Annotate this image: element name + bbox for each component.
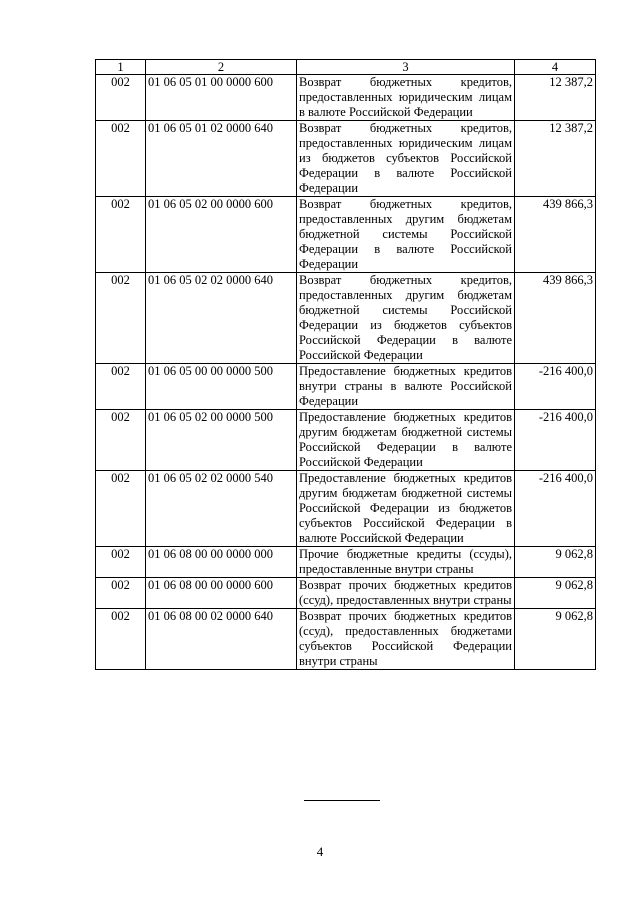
- cell-budget-classification-code: 01 06 05 02 00 0000 500: [146, 410, 297, 471]
- cell-source-name: Прочие бюджетные кредиты (ссуды), предоставленные внутри страны: [297, 547, 515, 578]
- cell-amount: 9 062,8: [515, 609, 596, 670]
- budget-sources-table: [95, 59, 596, 670]
- cell-source-name: Возврат бюджетных кредитов, предоставленных юридическим лицам в валюте Российской Федерации: [297, 75, 515, 121]
- cell-amount: -216 400,0: [515, 410, 596, 471]
- cell-admin-code: 002: [96, 410, 146, 471]
- cell-admin-code: 002: [96, 547, 146, 578]
- page-number: 4: [316, 844, 324, 859]
- column-header-3: 3: [297, 60, 515, 75]
- cell-source-name: Возврат прочих бюджетных кредитов (ссуд), предоставленных бюджетами субъектов Российской Федерации внутри страны: [297, 609, 515, 670]
- table-row: [96, 410, 596, 471]
- cell-amount: 439 866,3: [515, 197, 596, 273]
- table-row: [96, 578, 596, 609]
- column-header-1: 1: [96, 60, 146, 75]
- table-row: [96, 609, 596, 670]
- cell-admin-code: 002: [96, 471, 146, 547]
- cell-amount: 9 062,8: [515, 578, 596, 609]
- cell-amount: -216 400,0: [515, 364, 596, 410]
- table-row: [96, 75, 596, 121]
- cell-budget-classification-code: 01 06 08 00 02 0000 640: [146, 609, 297, 670]
- table-row: [96, 471, 596, 547]
- table-row: [96, 273, 596, 364]
- table-row: [96, 547, 596, 578]
- cell-admin-code: 002: [96, 273, 146, 364]
- cell-source-name: Возврат бюджетных кредитов, предоставленных другим бюджетам бюджетной системы Российской Федерации из бюджетов субъектов Российской Федерации в валюте Российской Федерации: [297, 273, 515, 364]
- cell-budget-classification-code: 01 06 05 02 02 0000 640: [146, 273, 297, 364]
- cell-budget-classification-code: 01 06 05 02 02 0000 540: [146, 471, 297, 547]
- cell-admin-code: 002: [96, 609, 146, 670]
- cell-admin-code: 002: [96, 121, 146, 197]
- cell-amount: 439 866,3: [515, 273, 596, 364]
- cell-source-name: Возврат прочих бюджетных кредитов (ссуд), предоставленных внутри страны: [297, 578, 515, 609]
- cell-budget-classification-code: 01 06 05 01 00 0000 600: [146, 75, 297, 121]
- table-row: [96, 121, 596, 197]
- cell-source-name: Предоставление бюджетных кредитов другим бюджетам бюджетной системы Российской Федерации из бюджетов субъектов Российской Федерации в валюте Российской Федерации: [297, 471, 515, 547]
- cell-amount: 12 387,2: [515, 121, 596, 197]
- cell-budget-classification-code: 01 06 08 00 00 0000 600: [146, 578, 297, 609]
- cell-source-name: Возврат бюджетных кредитов, предоставленных другим бюджетам бюджетной системы Российской Федерации в валюте Российской Федерации: [297, 197, 515, 273]
- cell-admin-code: 002: [96, 197, 146, 273]
- table-row: [96, 197, 596, 273]
- cell-source-name: Возврат бюджетных кредитов, предоставленных юридическим лицам из бюджетов субъектов Российской Федерации в валюте Российской Федерации: [297, 121, 515, 197]
- cell-admin-code: 002: [96, 75, 146, 121]
- footnote-separator-line: [304, 800, 380, 801]
- cell-admin-code: 002: [96, 578, 146, 609]
- cell-source-name: Предоставление бюджетных кредитов внутри страны в валюте Российской Федерации: [297, 364, 515, 410]
- cell-budget-classification-code: 01 06 05 02 00 0000 600: [146, 197, 297, 273]
- cell-amount: 9 062,8: [515, 547, 596, 578]
- column-header-4: 4: [515, 60, 596, 75]
- cell-budget-classification-code: 01 06 08 00 00 0000 000: [146, 547, 297, 578]
- table-row: [96, 364, 596, 410]
- cell-amount: -216 400,0: [515, 471, 596, 547]
- cell-budget-classification-code: 01 06 05 01 02 0000 640: [146, 121, 297, 197]
- table-header-row: [96, 60, 596, 75]
- column-header-2: 2: [146, 60, 297, 75]
- table-body: [96, 75, 596, 670]
- cell-admin-code: 002: [96, 364, 146, 410]
- cell-source-name: Предоставление бюджетных кредитов другим бюджетам бюджетной системы Российской Федерации в валюте Российской Федерации: [297, 410, 515, 471]
- cell-budget-classification-code: 01 06 05 00 00 0000 500: [146, 364, 297, 410]
- cell-amount: 12 387,2: [515, 75, 596, 121]
